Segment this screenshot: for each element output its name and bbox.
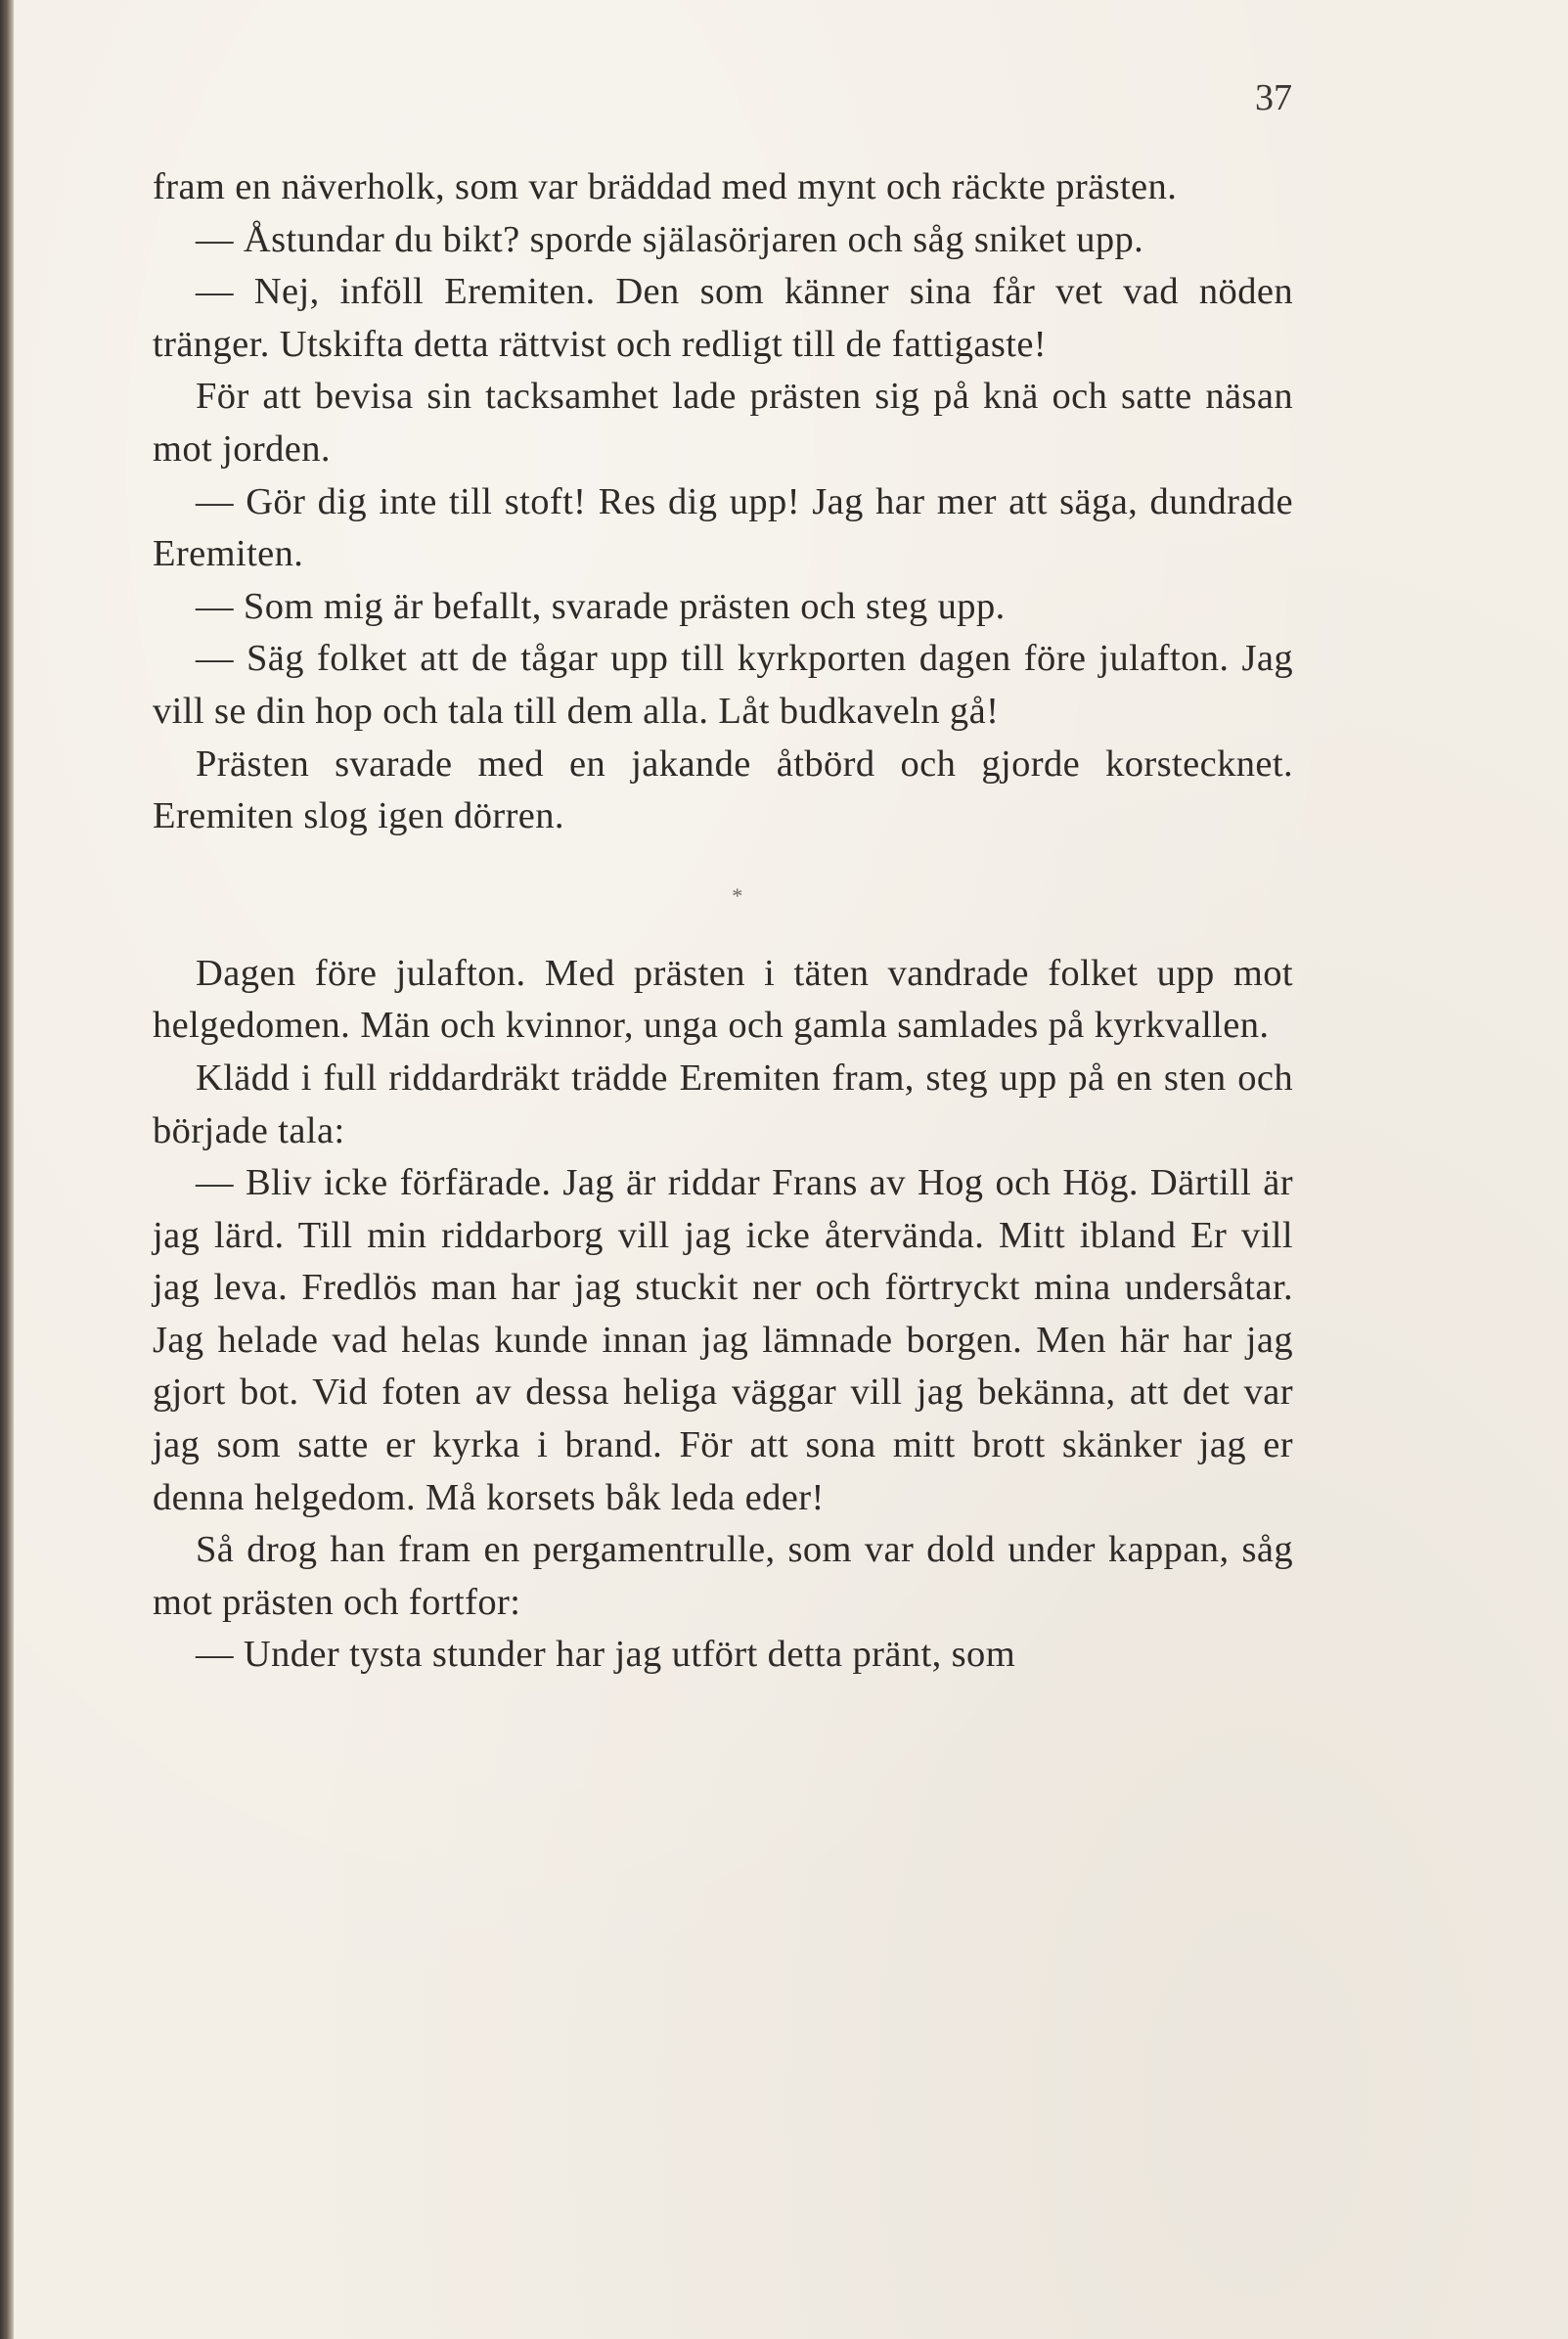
paragraph-6: — Som mig är befallt, svarade prästen och steg upp. bbox=[196, 585, 1006, 627]
paragraph-13: — Under tysta stunder har jag utfört detta pränt, som bbox=[196, 1634, 1016, 1676]
paragraph-10: Klädd i full riddardräkt trädde Eremiten fram, steg upp på en sten och började tala: bbox=[153, 1057, 1293, 1151]
paragraph-4: För att bevisa sin tacksamhet lade prästen sig på knä och satte näsan mot jorden. bbox=[153, 376, 1293, 470]
paragraph-7: — Säg folket att de tågar upp till kyrkporten dagen före julafton. Jag vill se din hop och tala till dem alla. Låt budkaveln gå! bbox=[153, 638, 1293, 732]
book-binding-edge bbox=[0, 0, 14, 2339]
paragraph-12: Så drog han fram en pergamentrulle, som var dold under kappan, såg mot prästen och fortfor: bbox=[153, 1529, 1293, 1623]
paragraph-8: Prästen svarade med en jakande åtbörd och gjorde korstecknet. Eremiten slog igen dörren. bbox=[153, 742, 1293, 837]
paragraph-9: Dagen före julafton. Med prästen i täten vandrade folket upp mot helgedomen. Män och kvinnor, unga och gamla samlades på kyrkvallen. bbox=[153, 952, 1293, 1047]
paragraph-5: — Gör dig inte till stoft! Res dig upp! Jag har mer att säga, dundrade Eremiten. bbox=[153, 480, 1293, 575]
paragraph-2: — Åstundar du bikt? sporde själasörjaren och såg sniket upp. bbox=[196, 218, 1144, 260]
page-number: 37 bbox=[1255, 77, 1292, 118]
paragraph-3: — Nej, inföll Eremiten. Den som känner sina får vet vad nöden tränger. Utskifta detta rättvist och redligt till de fattigaste! bbox=[153, 271, 1293, 365]
paragraph-1: fram en näverholk, som var bräddad med mynt och räckte prästen. bbox=[153, 166, 1178, 207]
paragraph-11: — Bliv icke förfärade. Jag är riddar Frans av Hog och Hög. Därtill är jag lärd. Till min riddarborg vill jag icke återvända. Mitt ibland Er vill jag leva. Fredlös man har jag stuckit ner och förtryckt mina undersåtar. Jag helade vad helas kunde innan jag lämnade borgen. Men här har jag gjort bot. Vid foten av dessa heliga väggar vill jag bekänna, att det var jag som satte er kyrka i brand. För att sona mitt brott skänker jag er denna helgedom. Må korsets båk leda eder! bbox=[153, 1162, 1293, 1518]
section-break-asterisk: * bbox=[732, 882, 743, 908]
body-text bbox=[153, 161, 1293, 1682]
